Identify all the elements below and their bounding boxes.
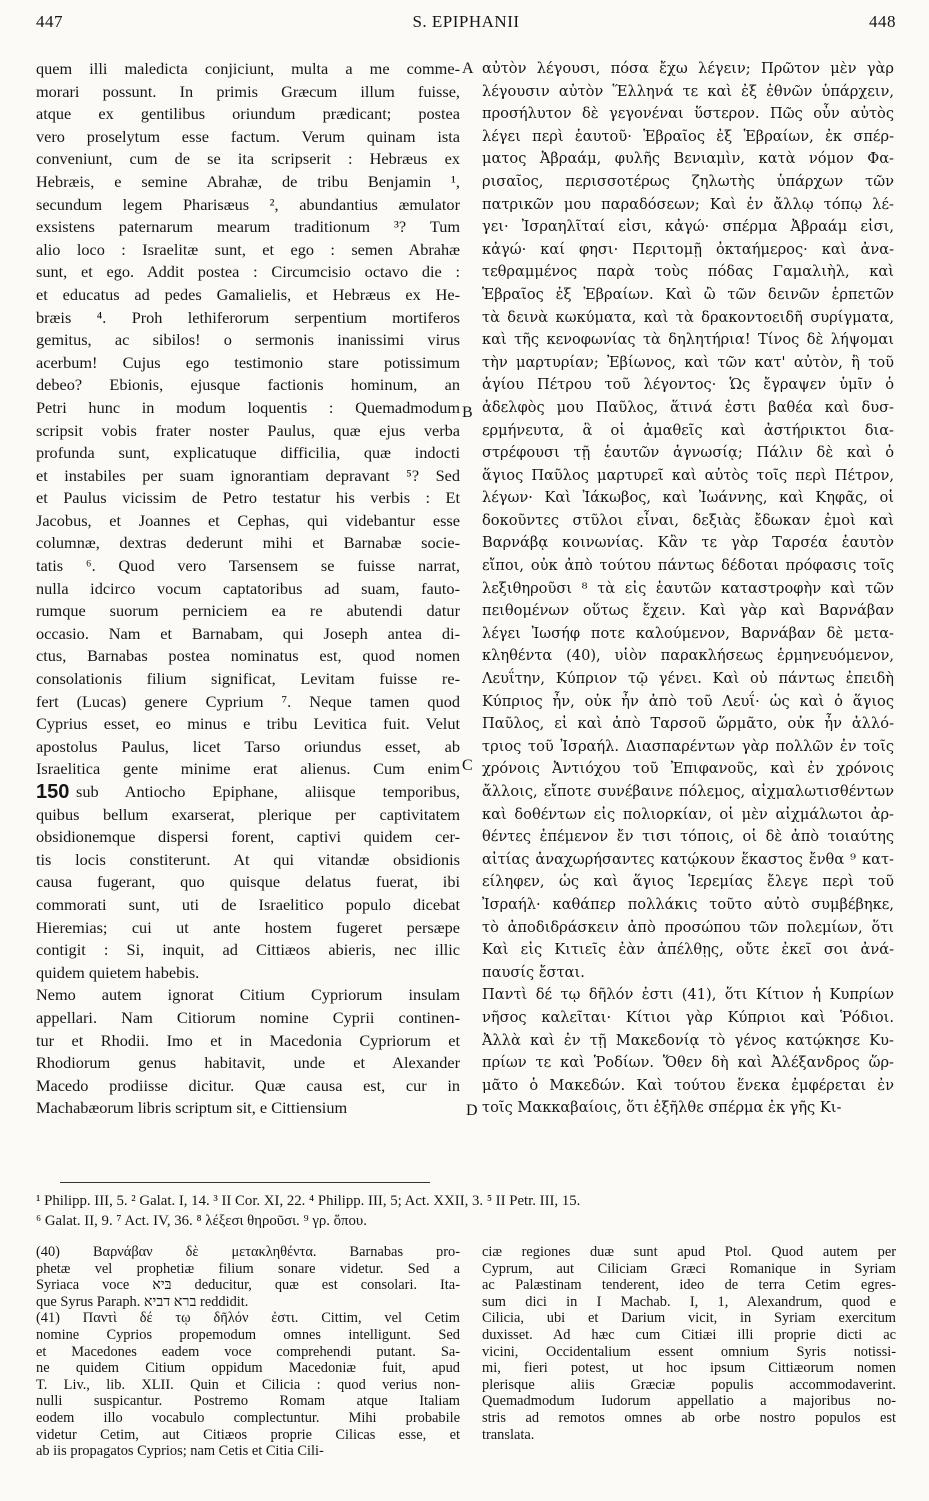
- text-line: ἀδελφὸς μου Παῦλος, ἅτινά ἐστι βαθέα καὶ δυσ-: [482, 398, 894, 416]
- text-line: Κύπριος ἦν, οὐκ ἦν ἀπὸ τοῦ Λευΐ· ὡς καὶ ὁ ἅγιος: [482, 692, 894, 710]
- text-line: Rhodiorum genus habitavit, unde et Alexander: [36, 1053, 460, 1073]
- text-line: quibus bellum exarserat, plerique per captivitatem: [36, 804, 460, 824]
- text-line: translata.: [482, 1426, 535, 1443]
- text-line: Petri hunc in modum loquentis : Quemadmodum: [36, 397, 460, 417]
- running-title: S. EPIPHANII: [412, 12, 520, 31]
- text-line: λέγων· Καὶ Ἰάκωβος, καὶ Ἰωάννης, καὶ Κηφᾶς, οἱ: [482, 489, 894, 507]
- text-line: (40) Βαρνάβαν δὲ μετακληθέντα. Barnabas pro-: [36, 1244, 460, 1260]
- text-line: καὶ δοθέντων εἰς πολιορκίαν, οἱ μὲν αἰχμάλωτοι ἀρ-: [482, 805, 894, 823]
- text-line: rumque suorum perniciem ea re abutendi datur: [36, 601, 460, 621]
- text-line: ἄλλοις, εἴποτε συνέβαινε πόλεμος, αἰχμαλωτισθέντων: [482, 783, 894, 800]
- text-line: fert (Lucas) genere Cyprium ⁷. Neque tamen quod: [36, 691, 460, 711]
- text-line: Hebræis, e semine Abrahæ, de tribu Benjamin ¹,: [36, 171, 460, 191]
- text-line: quem illi maledicta conjiciunt, multa a me comme-: [36, 59, 460, 78]
- text-line: vero proselytum esse factum. Verum quinam ista: [36, 126, 460, 146]
- text-line: Λευΐτην, Κύπριον τῷ γένει. Καὶ οὐ πάντως ἐπειδὴ: [482, 670, 894, 688]
- text-line: alio loco : Israelitæ sunt, et ego : semen Abrahæ: [36, 239, 460, 259]
- text-line: Israelitica gente minime erat alienus. Cum enim: [36, 759, 460, 779]
- text-line: contigit : Si, inquit, ad Cittiæos abieris, nec illic: [36, 940, 460, 960]
- text-line: atque ex gentilibus oriundum prædicant; postea: [36, 104, 460, 124]
- text-line: (41) Παντὶ δέ τῳ δῆλόν ἐστι. Cittim, vel Cetim: [36, 1310, 460, 1327]
- text-line: ab iis propagatos Cyprios; nam Cetis et Citia Cili-: [36, 1443, 324, 1460]
- text-line: αὐτὸν λέγουσι, πόσα ἔχω λέγειν; Πρῶτον μὲν γὰρ: [482, 60, 894, 77]
- text-line: Βαρνάβᾳ κοινωνίας. Κἂν τε γὰρ Ταρσέα ἑαυτὸν: [482, 534, 894, 552]
- text-line: tis locis constiterunt. At qui vitandæ obsidionis: [36, 849, 460, 869]
- text-line: et instabiles per suam ignorantiam depravant ⁵? Sed: [36, 465, 460, 485]
- text-line: τὰ δεινὰ κωκύματα, καὶ τὰ δρακοντοειδῆ συρίγματα,: [482, 308, 894, 326]
- text-line: nulla idcirco vocum captatoribus ad suam, fauto-: [36, 578, 460, 598]
- text-line: καὶ τῆς κενοφωνίας τὰ δηλητήρια! Τίνος δὲ λήψομαι: [482, 331, 894, 349]
- text-line: bræis ⁴. Proh lethiferorum serpentium mortiferos: [36, 307, 460, 327]
- margin-marker-a: A: [462, 60, 474, 77]
- text-line: ne quidem Citium oppidum Macedoniæ fuit, apud: [36, 1360, 460, 1377]
- text-line: Cilicia, ubi et Darium vicit, in Syriam exercitum: [482, 1310, 896, 1327]
- text-line: sunt, et ego. Addit postea : Circumcisio octavo die :: [36, 262, 460, 282]
- text-line: profunda sunt, explicatuque difficilia, quæ indocti: [36, 443, 460, 463]
- page-marker-150: 150: [36, 781, 70, 804]
- text-line: Καὶ εἰς Κιτιεῖς ἐὰν ἀπέλθῃς, οὔτε ἐκεῖ σοι ἀνά-: [482, 941, 894, 959]
- text-line: commorati sunt, uti de Israelitico populo dicebat: [36, 894, 460, 914]
- text-line: stris ad remotos omnes ab orbe nostro populos est: [482, 1409, 896, 1426]
- text-line: ctus, Barnabas postea nominatus est, quod nomen: [36, 646, 460, 666]
- text-line: Jacobus, et Joannes et Cephas, qui videbantur esse: [36, 510, 460, 530]
- scripture-references: [36, 1191, 896, 1231]
- text-line: κἀγώ· καί φησι· Περιτομῇ ὀκταήμερος· καὶ ἀνα-: [482, 240, 894, 258]
- greek-column: [482, 58, 894, 1120]
- text-line: duxisset. Ad hæc cum Citiæi illi proprie dicti ac: [482, 1326, 896, 1343]
- text-line: conveniunt, cum de se ita scripserit : Hebræus ex: [36, 149, 460, 169]
- footnote-divider: [60, 1182, 430, 1183]
- text-line: Παῦλος, εἰ καὶ ἀπὸ Ταρσοῦ ὥρμᾶτο, οὐκ ἦν ἀλλό-: [482, 715, 894, 733]
- text-line: αἰτίας ἀναχωρήσαντες κατῴκουν ἕκαστος ἔνθα ⁹ κατ-: [482, 850, 894, 868]
- text-line: sub Antiocho Epiphane, aliisque temporibus,: [76, 782, 460, 801]
- text-line: tur et Rhodii. Imo et in Macedonia Cypriorum et: [36, 1030, 460, 1050]
- text-line: προσήλυτον δὲ γεγονέναι ὕστερον. Πῶς οὖν αὐτὸς: [482, 105, 894, 123]
- text-line: Hieremias; cui ut ante hostem fugeret persæpe: [36, 917, 460, 937]
- text-line: Cyprius esset, eo minus e tribu Levitica fuit. Velut: [36, 714, 460, 734]
- text-line: μᾶτο ὁ Μακεδών. Καὶ τούτου ἕνεκα ἐμφέρεται ἐν: [482, 1076, 894, 1094]
- text-line: Παντὶ δέ τῳ δῆλόν ἐστι (41), ὅτι Κίτιον ἡ Κυπρίων: [482, 986, 894, 1004]
- text-line: ciæ regiones duæ sunt apud Ptol. Quod autem per: [482, 1244, 896, 1260]
- text-line: secundum legem Pharisæus ², abundantius æmulator: [36, 194, 460, 214]
- text-line: ¹ Philipp. III, 5. ² Galat. I, 14. ³ II Cor. XI, 22. ⁴ Philipp. III, 5; Act. XXII, 3. ⁵ II Petr. III, 15.: [36, 1193, 581, 1209]
- page-header: [36, 8, 896, 34]
- text-line: τριος τοῦ Ἰσραήλ. Διασπαρέντων γὰρ πολλῶν ἐν τοῖς: [482, 737, 894, 755]
- text-line: είληφεν, ὡς καὶ ἅγιος Ἱερεμίας ἔλεγε περὶ τοῦ: [482, 873, 894, 891]
- text-line: debeo? Ebionis, ejusque factionis hominum, an: [36, 375, 460, 395]
- text-line: gemitus, ac sibilos! o sermonis inanissimi virus: [36, 330, 460, 350]
- text-line: ἁγίου Πέτρου τοῦ λέγοντος· Ὡς ἔγραψεν ὑμῖν ὁ: [482, 376, 894, 394]
- text-line: τὸ ἀποδιδράσκειν ἀπὸ προσώπου τῶν πολεμίων, ὅτι: [482, 918, 894, 936]
- text-line: appellari. Nam Citiorum nomine Cyprii continen-: [36, 1007, 460, 1027]
- text-line: λέγει περὶ ἑαυτοῦ· Ἑβραῖος ἐξ Ἑβραίων, ἐκ σπέρ-: [482, 127, 894, 145]
- text-line: apostolus Paulus, licet Tarso oriundus esset, ab: [36, 736, 460, 756]
- text-line: πειθομένων οὕτως ἔχειν. Καὶ γὰρ καὶ Βαρνάβαν: [482, 602, 894, 620]
- text-line: exsistens paternarum mearum traditionum ³? Tum: [36, 217, 460, 237]
- text-line: eodem illo vocabulo complectuntur. Mihi probabile: [36, 1409, 460, 1426]
- text-line: ⁶ Galat. II, 9. ⁷ Act. IV, 36. ⁸ λέξεσι θηροῦσι. ⁹ γρ. ὅπου.: [36, 1213, 367, 1229]
- page-number-left: 447: [36, 12, 63, 31]
- text-line: mi, fieri potest, ut hoc ipsum Cittiæorum nomen: [482, 1360, 896, 1377]
- text-line: στρέφουσι τῇ ἑαυτῶν ἀγνωσίᾳ; Πάλιν δὲ καὶ ὁ: [482, 444, 894, 462]
- text-line: sum dici in I Machab. I, 1, Alexandrum, quod e: [482, 1293, 896, 1310]
- text-line: Ἰσραήλ· καθάπερ πολλάκις τοῦτο αὐτὸ συμβέβηκε,: [482, 895, 894, 913]
- text-line: nulli suspicantur. Postremo Romam atque Italiam: [36, 1393, 460, 1410]
- text-line: quidem quietem habebis.: [36, 962, 200, 982]
- text-line: χρόνοις Ἀντιόχου τοῦ Ἐπιφανοῦς, καὶ ἐν χρόνοις: [482, 760, 894, 778]
- text-line: νῆσος καλεῖται· Κίτιοι γὰρ Κύπριοι καὶ Ῥόδιοι.: [482, 1008, 894, 1026]
- text-line: ερμήνευτα, ἃ οἱ ἀμαθεῖς καὶ ἀστήρικτοι δια-: [482, 421, 894, 439]
- text-line: πρίων τε καὶ Ῥοδίων. Ὅθεν δὴ καὶ Ἀλέξανδρος ὥρ-: [482, 1054, 894, 1072]
- text-line: πατρικῶν μου παραδόσεων; Καὶ ἐν ἄλλῳ τόπῳ λέ-: [482, 195, 894, 213]
- text-line: et educatus ad pedes Gamalielis, et Hebræus ex He-: [36, 284, 460, 304]
- text-line: vicini, Occidentalium essent omnium Syris notissi-: [482, 1343, 896, 1360]
- text-line: κληθέντα (40), υἱὸν παρακλήσεως ἑρμηνευόμενον,: [482, 647, 894, 665]
- text-line: ἅγιος Παῦλος μαρτυρεῖ καὶ αὐτὸς τοῖς περὶ Πέτρον,: [482, 466, 894, 484]
- text-line: Quemadmodum Iudorum appellatio a majoribus no-: [482, 1393, 896, 1410]
- text-line: videtur Cetim, aut Citiæos proprie Cilicas esse, et: [36, 1426, 460, 1443]
- text-line: δοκοῦντες στῦλοι εἶναι, δεξιὰς ἔδωκαν ἐμοὶ καὶ: [482, 511, 894, 529]
- notes-right-column: [482, 1244, 896, 1443]
- page-number-right: 448: [869, 12, 896, 31]
- text-line: phetæ vel prophetiæ filium sonare videtur. Sed a: [36, 1260, 460, 1277]
- latin-column: [36, 58, 460, 1120]
- margin-marker-d: D: [466, 1102, 478, 1119]
- text-line: λέγει Ἰωσήφ ποτε καλούμενον, Βαρνάβαν δὲ μετα-: [482, 624, 894, 642]
- margin-marker-b: B: [462, 404, 473, 421]
- text-line: ρισαῖος, περισσοτέρως ζηλωτὴς ὑπάρχων τῶν: [482, 172, 894, 190]
- text-line: τὴν μαρτυρίαν; Ἐβίωνος, καὶ τῶν κατ' αὐτὸν, ἢ τοῦ: [482, 353, 894, 371]
- text-line: Syriaca voce בּיא deducitur, quæ est consolari. Ita-: [36, 1277, 460, 1294]
- text-line: παυσίς ἔσται.: [482, 963, 585, 981]
- text-line: et Paulus vicissim de Petro testatur his verbis : Et: [36, 488, 460, 508]
- text-line: εἴποι, οὐκ ἀπὸ τούτου πάντως δέδοται πρόφασις τοῖς: [482, 557, 894, 575]
- text-line: ματος Ἀβραάμ, φυλῆς Βενιαμὶν, κατὰ νόμον Φα-: [482, 150, 894, 168]
- text-line: Ἀλλὰ καὶ ἐν τῇ Μακεδονίᾳ τὸ γένος κατῴκησε Κυ-: [482, 1031, 894, 1049]
- text-line: Ἑβραῖος ἐξ Ἑβραίων. Καὶ ὢ τῶν δεινῶν ἑρπετῶν: [482, 285, 894, 303]
- text-line: θέντες ἐπέμενον ἔν τισι τόποις, οἱ δὲ ἀπὸ τοιαύτης: [482, 828, 894, 846]
- text-line: τοῖς Μακκαβαίοις, ὅτι ἐξῆλθε σπέρμα ἐκ γῆς Κι-: [482, 1099, 842, 1117]
- text-line: T. Liv., lib. XLII. Quin et Cilicia : quod verius non-: [36, 1376, 460, 1393]
- text-line: γει· Ἰσραηλῖταί εἰσι, κἀγώ· σπέρμα Ἀβραάμ εἰσι,: [482, 218, 894, 236]
- text-line: obsidionemque dispersi forent, captivi quidem cer-: [36, 827, 460, 847]
- text-line: consolationis filium significat, Levitam fuisse re-: [36, 669, 460, 689]
- text-line: scripsit vobis frater noster Paulus, quæ ejus verba: [36, 420, 460, 440]
- text-line: occasio. Nam et Barnabam, qui Joseph antea di-: [36, 623, 460, 643]
- margin-marker-c: C: [462, 757, 473, 774]
- text-line: que Syrus Paraph. ברא דביא reddidit.: [36, 1293, 249, 1310]
- text-line: Cyprum, aut Ciliciam Græci Romanique in Syriam: [482, 1260, 896, 1277]
- text-line: et Macedones eadem voce comprehendi putant. Sa-: [36, 1343, 460, 1360]
- text-line: ac Palæstinam tenderent, ideo de terra Cetim egres-: [482, 1277, 896, 1294]
- text-line: columnæ, dextras dederunt mihi et Barnabæ socie-: [36, 533, 460, 553]
- text-line: tatis ⁶. Quod vero Tarsensem se fuisse narrat,: [36, 556, 460, 576]
- text-line: λέγουσιν αὐτὸν Ἕλληνά τε καὶ ἐξ ἐθνῶν ὑπάρχειν,: [482, 82, 894, 100]
- text-line: morari possunt. In primis Græcum illum fuisse,: [36, 81, 460, 101]
- text-line: acerbum! Cujus ego testimonio stare potissimum: [36, 352, 460, 372]
- text-line: Macedo prodiisse dicitur. Quæ causa est, cur in: [36, 1075, 460, 1095]
- text-line: Nemo autem ignorat Citium Cypriorum insulam: [36, 985, 460, 1005]
- text-line: Machabæorum libris scriptum sit, e Cittiensium: [36, 1098, 348, 1118]
- notes-left-column: [36, 1244, 460, 1460]
- text-line: τεθραμμένος παρὰ τοὺς πόδας Γαμαλιὴλ, καὶ: [482, 263, 894, 281]
- text-line: λεξιθηροῦσι ⁸ τὰ εἰς ἑαυτῶν καταστροφὴν καὶ τῶν: [482, 579, 894, 597]
- text-line: plerisque aliis Græciæ populis accommodaverint.: [482, 1376, 896, 1393]
- text-line: causa fugerant, quo quisque delatus fuerat, ibi: [36, 872, 460, 892]
- text-line: nomine Cyprios propemodum omnes intelligunt. Sed: [36, 1326, 460, 1343]
